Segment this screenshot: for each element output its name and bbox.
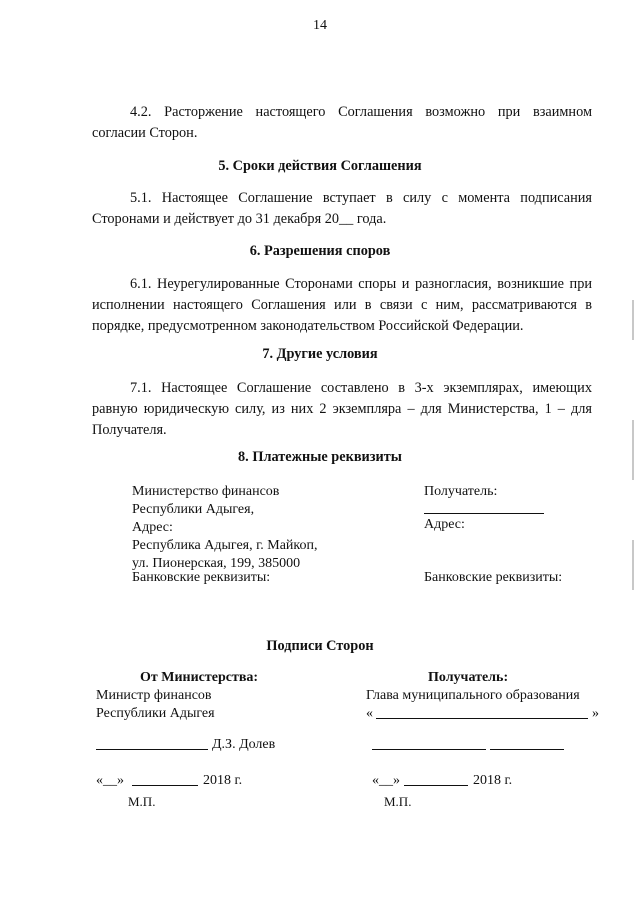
- ministry-address-label: Адрес:: [132, 520, 173, 535]
- page-number: 14: [313, 18, 327, 33]
- ministry-date-year: 2018 г.: [203, 773, 243, 788]
- recipient-label: Получатель:: [424, 484, 498, 499]
- recipient-date-year: 2018 г.: [473, 773, 513, 788]
- recipient-signature-line: [372, 749, 486, 750]
- ministry-date-month-line: [132, 785, 198, 786]
- ministry-address-line1: Республика Адыгея, г. Майкоп,: [132, 538, 318, 553]
- recipient-address-label: Адрес:: [424, 517, 465, 532]
- minister-title-line2: Республики Адыгея: [96, 706, 215, 721]
- scan-edge-mark: [632, 540, 634, 590]
- ministry-bank-label: Банковские реквизиты:: [132, 570, 271, 585]
- paragraph-4-2: [92, 102, 592, 144]
- paragraph-5-1-text: 5.1. Настоящее Соглашение вступает в силу с момента подписания Сторонами и действует до 31 декабря 20__ года.: [92, 190, 592, 227]
- heading-section-7: 7. Другие условия: [262, 346, 378, 362]
- recipient-date-day: «__»: [372, 773, 400, 788]
- signatures-title: Подписи Сторон: [266, 638, 374, 654]
- paragraph-5-1: [92, 188, 592, 230]
- minister-title-line1: Министр финансов: [96, 688, 212, 703]
- paragraph-6-1-text: 6.1. Неурегулированные Сторонами споры и разногласия, возникшие при исполнении настоящего Соглашения или в связи с ним, рассматриваются в порядке, предусмотренном законодательством Российской Федерации.: [92, 276, 592, 334]
- paragraph-4-2-text: 4.2. Расторжение настоящего Соглашения возможно при взаимном согласии Сторон.: [92, 104, 592, 141]
- ministry-name-line2: Республики Адыгея,: [132, 502, 255, 517]
- heading-section-5: 5. Сроки действия Соглашения: [218, 158, 422, 174]
- minister-signature-line: [96, 749, 208, 750]
- ministry-date-day: «__»: [96, 773, 124, 788]
- heading-section-8: 8. Платежные реквизиты: [238, 449, 402, 465]
- ministry-address-line2: ул. Пионерская, 199, 385000: [132, 556, 301, 571]
- ministry-stamp-place: М.П.: [128, 794, 156, 809]
- recipient-official-title: Глава муниципального образования: [366, 688, 580, 703]
- recipient-bank-label: Банковские реквизиты:: [424, 570, 563, 585]
- minister-signer-name: Д.З. Долев: [212, 737, 276, 752]
- recipient-name-line: [424, 513, 544, 514]
- heading-section-6: 6. Разрешения споров: [249, 243, 391, 259]
- recipient-municipality-close-quote: »: [592, 706, 599, 721]
- recipient-stamp-place: М.П.: [384, 794, 412, 809]
- paragraph-7-1: [92, 378, 592, 441]
- scan-edge-mark: [632, 300, 634, 340]
- recipient-municipality-open-quote: «: [366, 706, 373, 721]
- ministry-name-line1: Министерство финансов: [132, 484, 280, 499]
- scan-edge-mark: [632, 420, 634, 480]
- recipient-signer-name-line: [490, 749, 564, 750]
- recipient-municipality-line: [376, 718, 588, 719]
- recipient-signature-heading: Получатель:: [428, 670, 509, 685]
- paragraph-6-1: [92, 274, 592, 337]
- recipient-date-month-line: [404, 785, 468, 786]
- ministry-signature-heading: От Министерства:: [140, 670, 259, 685]
- paragraph-7-1-text: 7.1. Настоящее Соглашение составлено в 3-х экземплярах, имеющих равную юридическую силу, из них 2 экземпляра – для Министерства, 1 – для Получателя.: [92, 380, 592, 438]
